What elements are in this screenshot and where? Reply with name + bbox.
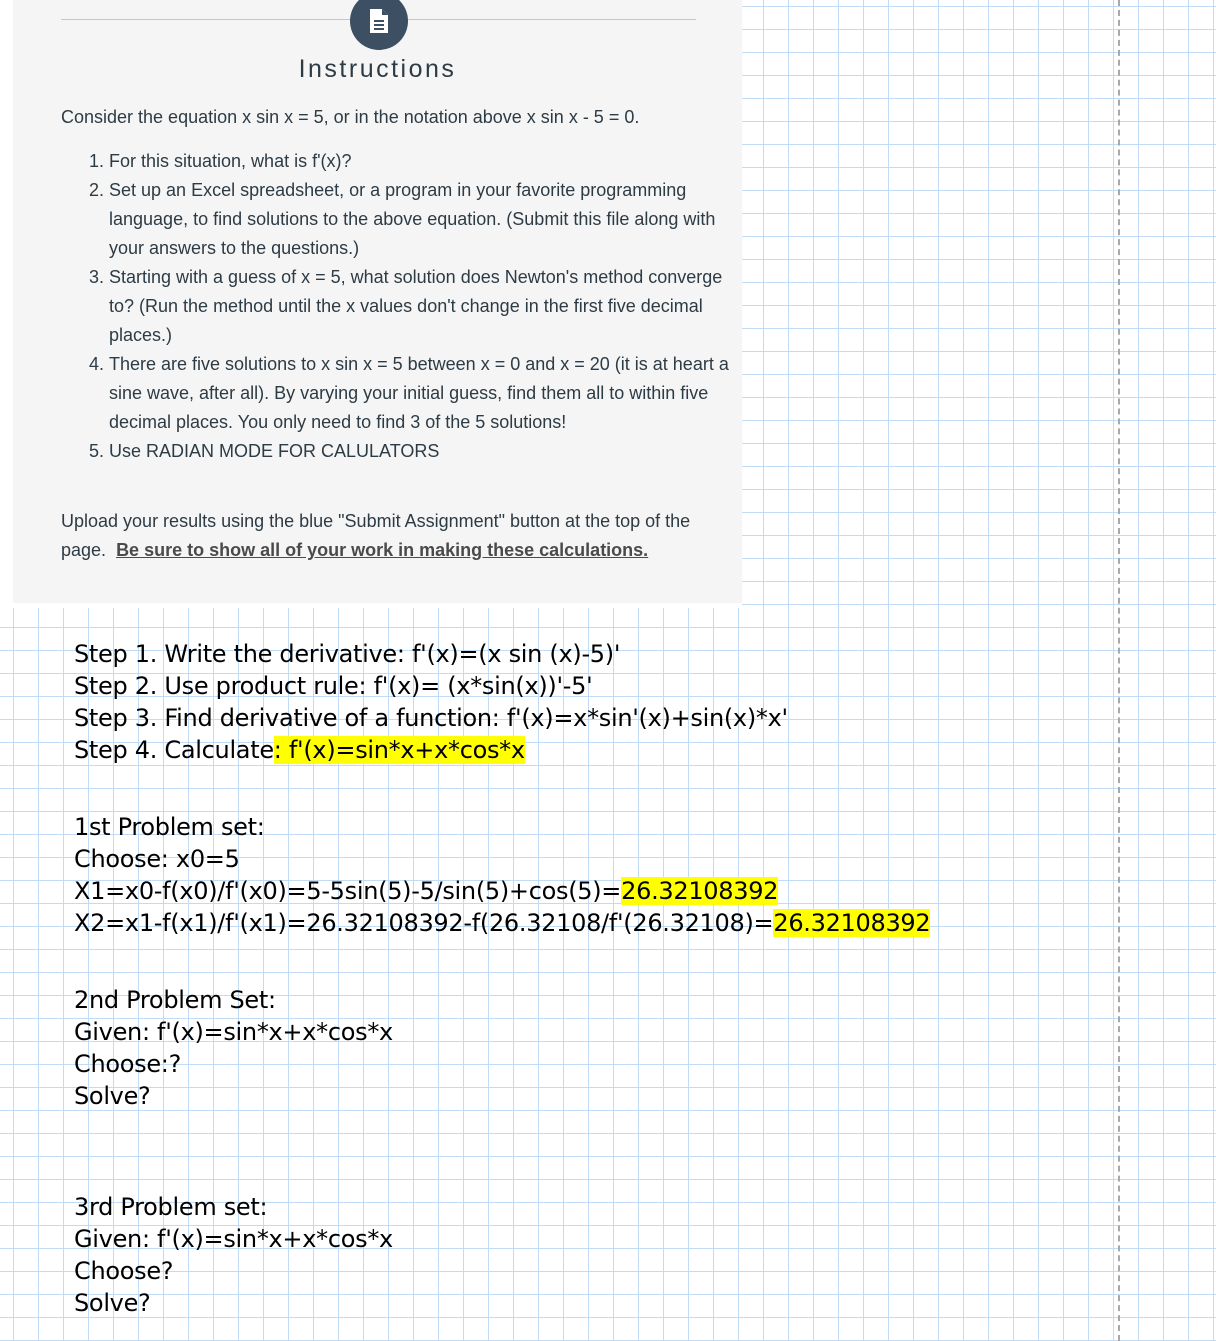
set-3-solve: Solve? <box>74 1289 151 1317</box>
list-item: 3. Starting with a guess of x = 5, what solution does Newton's method converge to? (Run the method until the x values don't change in the first five decimal places.) <box>109 263 749 350</box>
instructions-list <box>61 147 749 466</box>
set-1-x2 <box>74 907 930 939</box>
outro-emphasis: Be sure to show all of your work in making these calculations. <box>116 540 649 560</box>
step-4 <box>74 734 788 766</box>
set-3-given: Given: f'(x)=sin*x+x*cos*x <box>74 1225 393 1253</box>
set-2-heading: 2nd Problem Set: <box>74 986 276 1014</box>
instructions-title: Instructions <box>298 55 457 83</box>
x1-value: 26.32108392 <box>621 877 779 905</box>
instructions-outro <box>61 507 721 565</box>
list-item: 1. For this situation, what is f'(x)? <box>109 147 749 176</box>
set-3-choose: Choose? <box>74 1257 174 1285</box>
page-break-line <box>1118 0 1120 1341</box>
set-2-solve: Solve? <box>74 1082 151 1110</box>
set-1-choose: Choose: x0=5 <box>74 845 240 873</box>
set-3-heading: 3rd Problem set: <box>74 1193 268 1221</box>
x2-expression: X2=x1-f(x1)/f'(x1)=26.32108392-f(26.32108/f'(26.32108)= <box>74 909 774 937</box>
derivative-steps <box>74 638 788 766</box>
step-3: Step 3. Find derivative of a function: f'(x)=x*sin'(x)+sin(x)*x' <box>74 704 788 732</box>
list-item: 5. Use RADIAN MODE FOR CALULATORS <box>109 437 749 466</box>
set-2-choose: Choose:? <box>74 1050 182 1078</box>
step-4-result: : f'(x)=sin*x+x*cos*x <box>273 736 525 764</box>
x2-value: 26.32108392 <box>773 909 931 937</box>
set-2-given: Given: f'(x)=sin*x+x*cos*x <box>74 1018 393 1046</box>
set-1-heading: 1st Problem set: <box>74 813 265 841</box>
set-1-x1 <box>74 875 930 907</box>
problem-set-3 <box>74 1191 393 1319</box>
step-4-label: Step 4. Calculate <box>74 736 274 764</box>
list-item: 2. Set up an Excel spreadsheet, or a program in your favorite programming language, to find solutions to the above equation. (Submit this file along with your answers to the questions.) <box>109 176 749 263</box>
list-item: 4. There are five solutions to x sin x = 5 between x = 0 and x = 20 (it is at heart a sine wave, after all). By varying your initial guess, find them all to within five decimal places. You only need to find 3 of the 5 solutions! <box>109 350 749 437</box>
instructions-panel <box>0 0 742 608</box>
x1-expression: X1=x0-f(x0)/f'(x0)=5-5sin(5)-5/sin(5)+cos(5)= <box>74 877 622 905</box>
step-1: Step 1. Write the derivative: f'(x)=(x sin (x)-5)' <box>74 640 621 668</box>
problem-set-1 <box>74 811 930 939</box>
instructions-intro: Consider the equation x sin x = 5, or in the notation above x sin x - 5 = 0. <box>61 107 640 127</box>
problem-set-2 <box>74 984 393 1112</box>
outro-text: Upload your results using the blue "Submit Assignment" button at the top of the page. <box>61 511 691 560</box>
step-2: Step 2. Use product rule: f'(x)= (x*sin(x))'-5' <box>74 672 593 700</box>
